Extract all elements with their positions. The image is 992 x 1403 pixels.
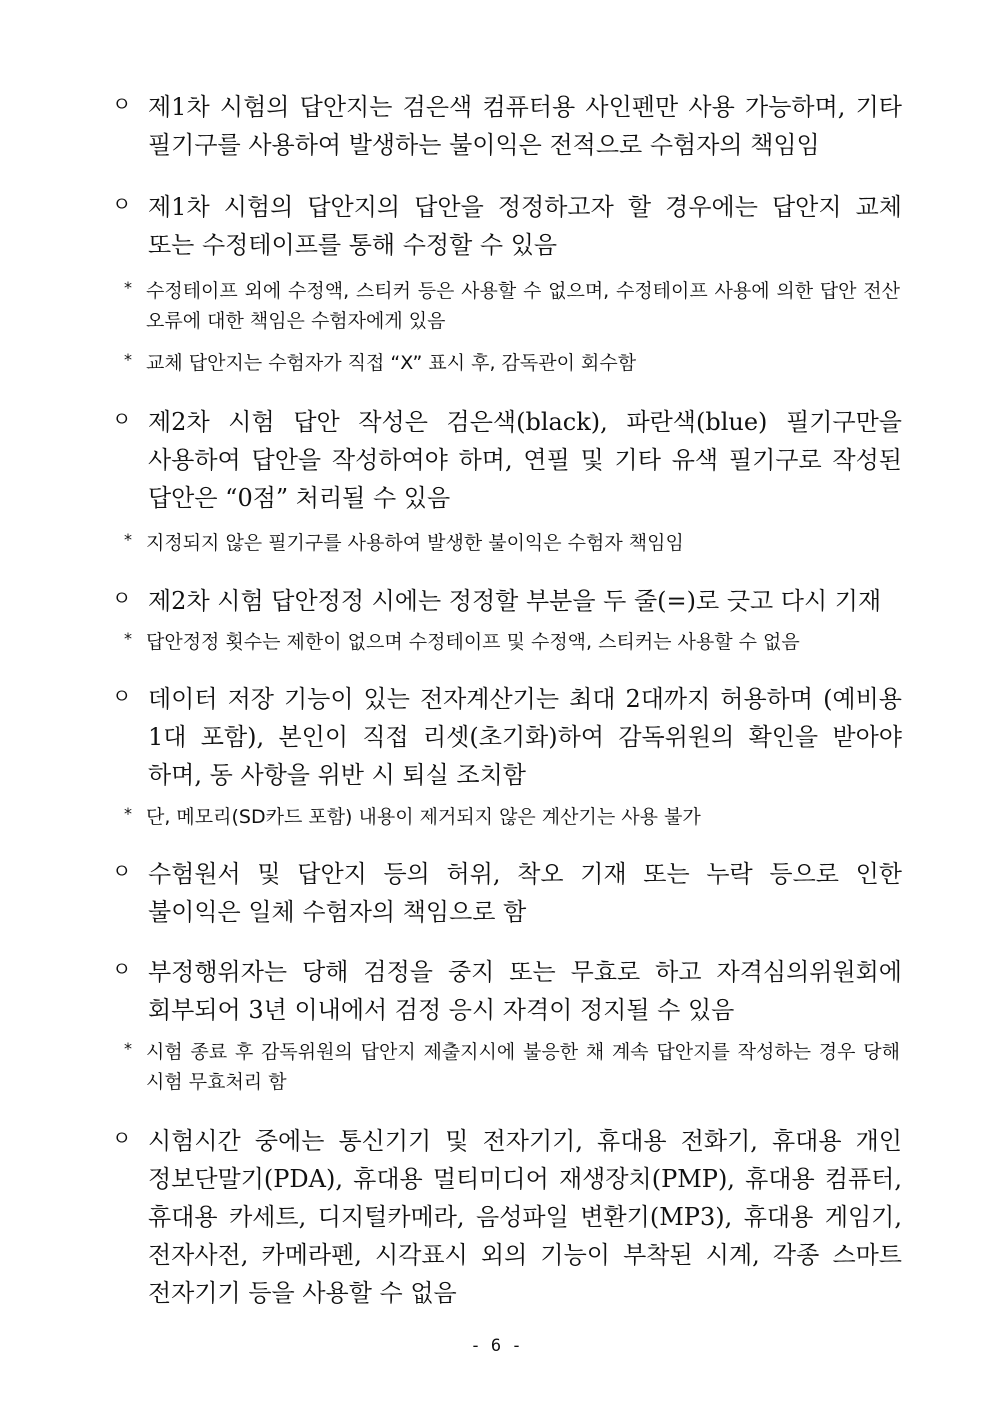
bullet-text: 제1차 시험의 답안지의 답안을 정정하고자 할 경우에는 답안지 교체 또는 수정테이프를 통해 수정할 수 있음 (148, 193, 902, 259)
asterisk-icon: * (124, 1039, 132, 1058)
bullet-item (112, 680, 902, 794)
bullet-item (112, 953, 902, 1029)
bullet-circle-icon: ㅇ (112, 407, 132, 431)
asterisk-icon: * (124, 530, 132, 549)
asterisk-icon: * (124, 350, 132, 369)
bullet-text: 제2차 시험 답안정정 시에는 정정할 부분을 두 줄(=)로 긋고 다시 기재 (148, 587, 882, 615)
bullet-text: 수험원서 및 답안지 등의 허위, 착오 기재 또는 누락 등으로 인한 불이익은 일체 수험자의 책임으로 함 (148, 860, 902, 926)
note-item (124, 276, 900, 336)
asterisk-icon: * (124, 278, 132, 297)
bullet-circle-icon: ㅇ (112, 684, 132, 708)
bullet-item (112, 1122, 902, 1312)
bullet-item (112, 403, 902, 517)
bullet-circle-icon: ㅇ (112, 92, 132, 116)
note-item (124, 528, 900, 558)
note-text: 단, 메모리(SD카드 포함) 내용이 제거되지 않은 계산기는 사용 불가 (146, 806, 701, 828)
note-text: 교체 답안지는 수험자가 직접 “X” 표시 후, 감독관이 회수함 (146, 352, 637, 374)
note-item (124, 627, 900, 657)
note-text: 시험 종료 후 감독위원의 답안지 제출지시에 불응한 채 계속 답안지를 작성하는 경우 당해 시험 무효처리 함 (146, 1041, 900, 1093)
note-item (124, 1037, 900, 1097)
note-text: 답안정정 횟수는 제한이 없으며 수정테이프 및 수정액, 스티커는 사용할 수 없음 (146, 631, 800, 653)
bullet-text: 데이터 저장 기능이 있는 전자계산기는 최대 2대까지 허용하며 (예비용 1대 포함), 본인이 직접 리셋(초기화)하여 감독위원의 확인을 받아야 하며, 동 사항을 위반 시 퇴실 조치함 (148, 685, 902, 789)
bullet-item (112, 188, 902, 264)
page-number: - 6 - (470, 1336, 522, 1356)
note-text: 지정되지 않은 필기구를 사용하여 발생한 불이익은 수험자 책임임 (146, 532, 684, 554)
asterisk-icon: * (124, 629, 132, 648)
asterisk-icon: * (124, 804, 132, 823)
bullet-item (112, 582, 902, 620)
bullet-text: 부정행위자는 당해 검정을 중지 또는 무효로 하고 자격심의위원회에 회부되어 3년 이내에서 검정 응시 자격이 정지될 수 있음 (148, 958, 902, 1024)
bullet-circle-icon: ㅇ (112, 192, 132, 216)
bullet-text: 제1차 시험의 답안지는 검은색 컴퓨터용 사인펜만 사용 가능하며, 기타 필기구를 사용하여 발생하는 불이익은 전적으로 수험자의 책임임 (148, 93, 902, 159)
bullet-item (112, 855, 902, 931)
bullet-circle-icon: ㅇ (112, 859, 132, 883)
bullet-circle-icon: ㅇ (112, 957, 132, 981)
bullet-item (112, 88, 902, 164)
bullet-circle-icon: ㅇ (112, 1126, 132, 1150)
note-item (124, 802, 900, 832)
note-item (124, 348, 900, 378)
bullet-text: 제2차 시험 답안 작성은 검은색(black), 파란색(blue) 필기구만을 사용하여 답안을 작성하여야 하며, 연필 및 기타 유색 필기구로 작성된 답안은 “0점” 처리될 수 있음 (148, 408, 902, 512)
note-text: 수정테이프 외에 수정액, 스티커 등은 사용할 수 없으며, 수정테이프 사용에 의한 답안 전산 오류에 대한 책임은 수험자에게 있음 (146, 280, 900, 332)
bullet-circle-icon: ㅇ (112, 586, 132, 610)
bullet-text: 시험시간 중에는 통신기기 및 전자기기, 휴대용 전화기, 휴대용 개인 정보단말기(PDA), 휴대용 멀티미디어 재생장치(PMP), 휴대용 컴퓨터, 휴대용 카세트, 디지털카메라, 음성파일 변환기(MP3), 휴대용 게임기, 전자사전, 카메라펜, 시각표시 외의 기능이 부착된 시계, 각종 스마트 전자기기 등을 사용할 수 없음 (148, 1127, 902, 1307)
